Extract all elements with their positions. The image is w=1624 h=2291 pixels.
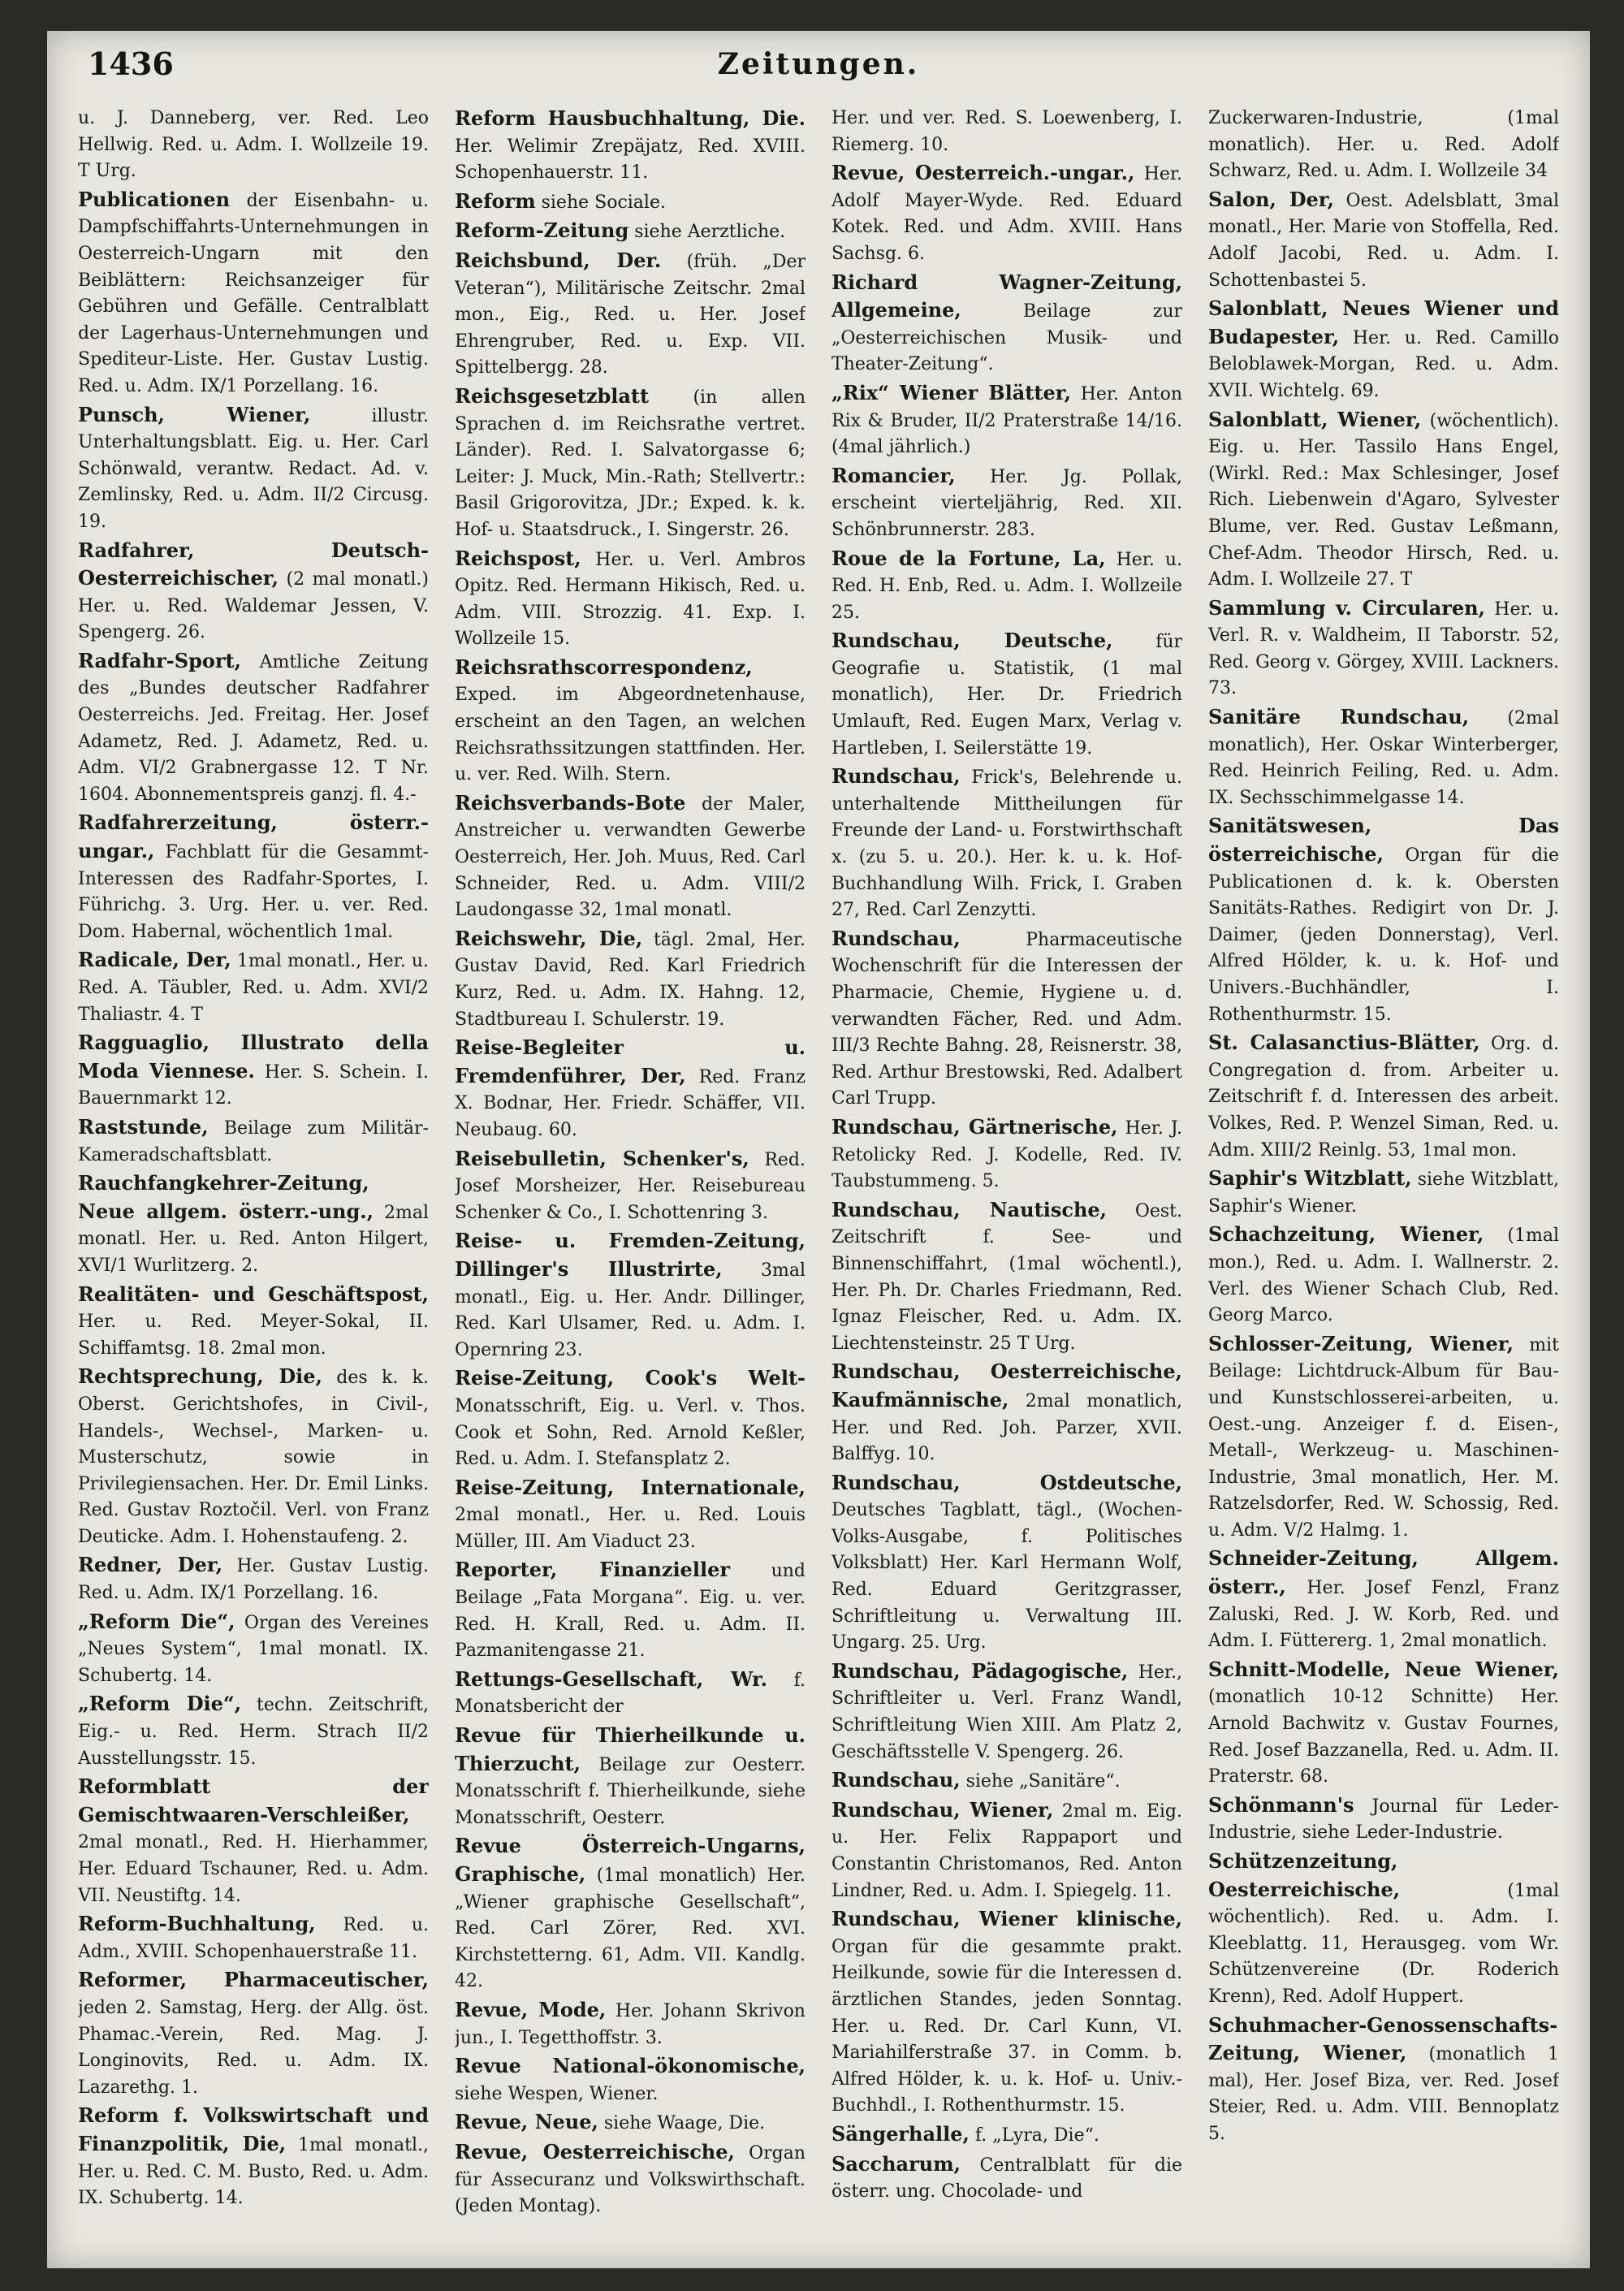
entry-title: Romancier, [831, 463, 956, 487]
directory-entry [455, 188, 806, 217]
directory-entry [455, 2109, 806, 2138]
entry-text: Oest. Adelsblatt, 3mal monatl., Her. Marie von Stoffella, Red. Adolf Jacobi, Red. u. Adm. I. Schottenbastei 5. [1208, 190, 1559, 291]
entry-text: Her. J. Retolicky Red. J. Kodelle, Red. IV. Taubstummeng. 5. [831, 1117, 1182, 1192]
entry-text: der Eisenbahn- u. Dampfschiffahrts-Unternehmungen in Oesterreich-Ungarn mit den Beiblättern: Reichsanzeiger für Gebühren und Gefälle. Centralblatt der Lagerhaus-Unternehmungen und Spediteur-Liste. Her. Gustav Lustig. Red. u. Adm. IX/1 Porzellang. 16. [78, 190, 429, 396]
entry-text: Her. u. Red. H. Enb, Red. u. Adm. I. Wollzeile 25. [831, 549, 1182, 623]
entry-title: Revue, Mode, [455, 1997, 607, 2021]
entry-text: Organ des Vereines „Neues System“, 1mal monatl. IX. Schubertg. 14. [78, 1612, 429, 1686]
directory-entry [78, 106, 429, 185]
directory-entry [455, 1146, 806, 1227]
entry-title: Redner, Der, [78, 1553, 223, 1577]
directory-entry [455, 218, 806, 246]
entry-title: Rundschau, Deutsche, [831, 629, 1113, 653]
directory-entry [455, 1557, 806, 1664]
entry-title: Reform Hausbuchhaltung, Die. [455, 106, 806, 130]
entry-title: Reporter, Finanzieller [455, 1558, 730, 1582]
entry-text: Her. Jg. Pollak, erscheint vierteljährig, Red. XII. Schönbrunnerstr. 283. [831, 466, 1182, 540]
entry-text: u. J. Danneberg, ver. Red. Leo Hellwig. Red. u. Adm. I. Wollzeile 19. T Urg. [78, 108, 429, 182]
directory-entry [455, 106, 806, 187]
entry-title: Reformblatt der Gemischtwaaren-Verschleißer, [78, 1774, 429, 1826]
entry-text: Journal für Leder-Industrie, siehe Leder-Industrie. [1208, 1796, 1559, 1844]
directory-entry [78, 947, 429, 1028]
page-number: 1436 [88, 45, 174, 82]
entry-text: siehe Aerztliche. [634, 222, 786, 243]
entry-text: Red. Josef Morsheizer, Her. Reisebureau Schenker & Co., I. Schottenring 3. [455, 1149, 806, 1223]
entry-text: Fachblatt für die Gesammt-Interessen des Radfahr-Sportes, I. Führichg. 3. Urg. Her. u. ver. Red. Dom. Habernal, wöchentlich 1mal. [78, 842, 429, 942]
directory-entry [78, 1282, 429, 1363]
entry-title: Reformer, Pharmaceutischer, [78, 1968, 429, 1992]
entry-text: 2mal monatl., Her. u. Red. Louis Müller, III. Am Viaduct 23. [455, 1505, 806, 1552]
entry-title: Raststunde, [78, 1114, 209, 1139]
entry-text: jeden 2. Samstag, Herg. der Allg. öst. Phamac.-Verein, Red. Mag. J. Longinovits, Red. u. Adm. IX. Lazarethg. 1. [78, 1997, 429, 2098]
entry-title: Rechtsprechung, Die, [78, 1364, 322, 1389]
entry-text: Her., Schriftleiter u. Verl. Franz Wandl, Schriftleitung Wien XIII. Am Platz 2, Geschäftsstelle V. Spengerg. 26. [831, 1662, 1182, 1762]
entry-text: der Maler, Anstreicher u. verwandten Gewerbe Oesterreich, Her. Joh. Muus, Red. Carl Schneider, Red. u. Adm. VIII/2 Laudongasse 32, 1mal monatl. [455, 793, 806, 921]
entry-title: Revue National-ökonomische, [455, 2054, 806, 2078]
directory-entry [1208, 595, 1559, 702]
entry-title: Reichsgesetzblatt [455, 383, 650, 408]
entry-title: Roue de la Fortune, La, [831, 546, 1106, 570]
entry-title: Rundschau, Oesterreichische, Kaufmännische, [831, 1359, 1182, 1411]
entry-text: des k. k. Oberst. Gerichtshofes, in Civil-, Handels-, Wechsel-, Marken- u. Musterschutz, sowie in Privilegiensachen. Her. Dr. Emil Links. Red. Gustav Roztočil. Verl. von Franz Deuticke. Adm. I. Hohenstaufeng. 2. [78, 1368, 429, 1547]
entry-text: 2mal monatl., Red. H. Hierhammer, Her. Eduard Tschauner, Red. u. Adm. VII. Neustiftg. 14. [78, 1832, 429, 1906]
entry-title: Realitäten- und Geschäftspost, [78, 1282, 429, 1306]
entry-title: Reform-Buchhaltung, [78, 1912, 316, 1936]
entry-title: Rundschau, Pädagogische, [831, 1658, 1129, 1683]
entry-title: St. Calasanctius-Blätter, [1208, 1031, 1480, 1055]
entry-text: mit Beilage: Lichtdruck-Album für Bau- und Kunstschlosserei-arbeiten, u. Oest.-ung. Anzeiger f. d. Eisen-, Metall-, Werkzeug- u. Maschinen-Industrie, 3mal monatlich, Her. M. Ratzelsdorfer, Red. W. Schossig, Red. u. Adm. V/2 Halmg. 1. [1208, 1334, 1559, 1541]
entry-text: siehe Wespen, Wiener. [455, 2083, 659, 2104]
entry-text: (1mal wöchentlich). Red. u. Adm. I. Kleeblattg. 11, Herausgeg. vom Wr. Schützenvereine (Dr. Roderich Krenn), Red. Adolf Huppert. [1208, 1880, 1559, 2007]
directory-entry [831, 926, 1182, 1113]
entry-title: Radicale, Der, [78, 948, 231, 972]
directory-entry [831, 1114, 1182, 1195]
directory-entry [78, 187, 429, 400]
entry-title: Schachzeitung, Wiener, [1208, 1222, 1484, 1247]
entry-text: Her. Gustav Lustig. Red. u. Adm. IX/1 Porzellang. 16. [78, 1556, 429, 1604]
entry-title: Rettungs-Gesellschaft, Wr. [455, 1666, 767, 1691]
entry-text: Centralblatt für die österr. ung. Chocolade- und [831, 2155, 1182, 2202]
directory-entry [1208, 1030, 1559, 1164]
directory-entry [78, 1170, 429, 1279]
entry-title: Reform [455, 188, 536, 213]
entry-text: siehe Sociale. [541, 192, 666, 213]
directory-entry [455, 1723, 806, 1831]
directory-entry [78, 1030, 429, 1113]
entry-title: Salon, Der, [1208, 187, 1335, 211]
entry-title: Ragguaglio, Illustrato della Moda Viennese. [78, 1031, 429, 1083]
entry-columns [78, 106, 1572, 2258]
directory-entry [78, 648, 429, 809]
section-title: Zeitungen. [717, 47, 920, 81]
directory-entry [1208, 1545, 1559, 1654]
column-4 [1208, 106, 1559, 2258]
entry-title: Reichsbund, Der. [455, 248, 662, 272]
entry-text: tägl. 2mal, Her. Gustav David, Red. Karl Friedrich Kurz, Red. u. Adm. IX. Hahng. 12, Stadtbureau I. Schulerstr. 19. [455, 929, 806, 1030]
directory-entry [78, 2103, 429, 2211]
directory-entry [831, 2121, 1182, 2150]
entry-title: Revue, Oesterreich.-ungar., [831, 161, 1135, 185]
entry-text: Exped. im Abgeordnetenhause, erscheint an den Tagen, an welchen Reichsrathssitzungen stattfinden. Her. u. ver. Red. Wilh. Stern. [455, 685, 806, 785]
page-header [47, 31, 1590, 104]
directory-entry [78, 810, 429, 945]
entry-text: 2mal monatl. Her. u. Red. Anton Hilgert, XVI/1 Wurlitzerg. 2. [78, 1202, 429, 1276]
directory-entry [78, 1552, 429, 1606]
entry-text: Her. Johann Skrivon jun., I. Tegetthoffstr. 3. [455, 2000, 806, 2048]
entry-text: Organ für Assecuranz und Volkswirthschaft. (Jeden Montag). [455, 2142, 806, 2217]
entry-title: Reichsrathscorrespondenz, [455, 655, 753, 679]
directory-entry [831, 1658, 1182, 1766]
entry-text: Her. Anton Rix & Bruder, II/2 Praterstraße 14/16. (4mal jährlich.) [831, 383, 1182, 458]
entry-text: Pharmaceutische Wochenschrift für die Interessen der Pharmacie, Chemie, Hygiene u. d. verwandten Fächer, Red. und Adm. III/3 Rechte Bahng. 28, Reisnerstr. 38, Red. Arthur Brestowski, Red. Adalbert Carl Trupp. [831, 929, 1182, 1109]
directory-entry [455, 1365, 806, 1472]
entry-text: (2 mal monatl.) Her. u. Red. Waldemar Jessen, V. Spengerg. 26. [78, 569, 429, 643]
entry-text: für Geografie u. Statistik, (1 mal monatlich), Her. Dr. Friedrich Umlauft, Red. Eugen Marx, Verlag v. Hartleben, I. Seilerstätte 19. [831, 632, 1182, 759]
entry-text: Beilage zur „Oesterreichischen Musik- und Theater-Zeitung“. [831, 301, 1182, 375]
entry-text: siehe Waage, Die. [603, 2113, 766, 2134]
directory-entry [455, 383, 806, 544]
directory-entry [455, 546, 806, 653]
column-2 [455, 106, 806, 2258]
directory-entry [78, 1967, 429, 2101]
entry-title: Rundschau, Wiener klinische, [831, 1907, 1182, 1931]
entry-title: Revue für Thierheilkunde u. Thierzucht, [455, 1723, 806, 1775]
entry-title: Salonblatt, Wiener, [1208, 407, 1422, 431]
directory-entry [455, 1666, 806, 1721]
entry-text: Her. Welimir Zrepäjatz, Red. XVIII. Schopenhauerstr. 11. [455, 136, 806, 184]
directory-entry [831, 106, 1182, 158]
entry-text: 1mal monatl., Her. u. Red. C. M. Busto, Red. u. Adm. IX. Schubertg. 14. [78, 2134, 429, 2209]
entry-text: Deutsches Tagblatt, tägl., (Wochen-Volks-Ausgabe, f. Politisches Volksblatt) Her. Karl Hermann Wolf, Red. Eduard Geritzgrasser, Schriftleitung u. Verwaltung III. Ungarg. 25. Urg. [831, 1500, 1182, 1653]
entry-text: (1mal mon.), Red. u. Adm. I. Wallnerstr. 2. Verl. des Wiener Schach Club, Red. Georg Marco. [1208, 1225, 1559, 1326]
entry-text: Beilage zur Oesterr. Monatsschrift f. Thierheilkunde, siehe Monatsschrift, Oesterr. [455, 1754, 806, 1828]
entry-text: (in allen Sprachen d. im Reichsrathe vertret. Länder). Red. I. Salvatorgasse 6; Leiter: J. Muck, Min.-Rath; Stellvertr.: Basil Grigorovitza, JDr.; Exped. k. k. Hof- u. Staatsdruck., I. Singerstr. 26. [455, 387, 806, 540]
entry-text: Red. u. Adm., XVIII. Schopenhauerstraße 11. [78, 1915, 429, 1962]
entry-text: Her. u. Verl. Ambros Opitz. Red. Hermann Hikisch, Red. u. Adm. VIII. Strozzig. 41. Exp. I. Wollzeile 15. [455, 549, 806, 650]
entry-text: (2mal monatlich), Her. Oskar Winterberger, Red. Heinrich Feiling, Red. u. Adm. IX. Sechsschimmelgasse 14. [1208, 708, 1559, 808]
directory-entry [1208, 106, 1559, 185]
entry-title: „Reform Die“, [78, 1692, 242, 1716]
column-1 [78, 106, 429, 2258]
directory-entry [455, 1228, 806, 1364]
entry-title: Saccharum, [831, 2151, 961, 2176]
entry-text: und Beilage „Fata Morgana“. Eig. u. ver. Red. H. Krall, Red. u. Adm. II. Pazmanitengasse 21. [455, 1561, 806, 1662]
entry-text: 1mal monatl., Her. u. Red. A. Täubler, Red. u. Adm. XVI/2 Thaliastr. 4. T [78, 951, 429, 1025]
entry-text: Organ für die gesammte prakt. Heilkunde, sowie für die Interessen d. ärztlichen Standes, jeden Sonntag. Her. u. Red. Dr. Carl Kunn, VI. Mariahilferstraße 37. in Comm. b. Alfred Hölder, k. u. k. Hof- u. Univ.-Buchhdl., I. Rothenthurmstr. 15. [831, 1936, 1182, 2116]
entry-title: Revue, Oesterreichische, [455, 2139, 735, 2163]
directory-entry [455, 1035, 806, 1143]
entry-title: Rundschau, [831, 1768, 961, 1792]
entry-title: Reise-Zeitung, Internationale, [455, 1475, 806, 1499]
entry-text: (1mal monatlich) Her. „Wiener graphische Gesellschaft“, Red. Carl Zörer, Red. XVI. Kirchstetterng. 61, Adm. VII. Kandlg. 42. [455, 1865, 806, 1992]
directory-entry [1208, 2012, 1559, 2148]
entry-text: Her. und ver. Red. S. Loewenberg, I. Riemerg. 10. [831, 108, 1182, 155]
entry-title: Schnitt-Modelle, Neue Wiener, [1208, 1657, 1559, 1681]
entry-title: Reichswehr, Die, [455, 926, 643, 950]
entry-title: Radfahrer, Deutsch-Oesterreichischer, [78, 538, 429, 590]
entry-title: Revue, Neue, [455, 2110, 598, 2134]
directory-entry [1208, 1792, 1559, 1847]
entry-title: Sanitäre Rundschau, [1208, 705, 1470, 729]
directory-entry [455, 2139, 806, 2220]
entry-title: Salonblatt, Neues Wiener und Budapester, [1208, 296, 1559, 348]
entry-title: Radfahrerzeitung, österr.-ungar., [78, 810, 429, 863]
entry-title: Rundschau, Nautische, [831, 1197, 1108, 1221]
entry-title: Sammlung v. Circularen, [1208, 595, 1485, 620]
entry-title: „Rix“ Wiener Blätter, [831, 380, 1072, 404]
directory-entry [831, 380, 1182, 461]
entry-title: Reform-Zeitung [455, 218, 629, 243]
entry-text: Her. Josef Fenzl, Franz Zaluski, Red. J. W. Korb, Red. und Adm. I. Füttererg. 1, 2mal monatlich. [1208, 1578, 1559, 1652]
entry-text: Her. u. Red. Camillo Beloblawek-Morgan, Red. u. Adm. XVII. Wichtelg. 69. [1208, 327, 1559, 401]
entry-title: Publicationen [78, 187, 231, 211]
entry-text: Org. d. Congregation d. from. Arbeiter u. Zeitschrift f. d. Interessen des arbeit. Volkes, Red. P. Wenzel Siman, Red. u. Adm. XIII/2 Reinlg. 53, 1mal mon. [1208, 1034, 1559, 1161]
entry-text: (monatlich 1 mal), Her. Josef Biza, ver. Red. Josef Steier, Red. u. Adm. VIII. Bennoplatz 5. [1208, 2044, 1559, 2144]
entry-text: siehe „Sanitäre“. [965, 1771, 1121, 1792]
directory-entry [455, 926, 806, 1033]
directory-entry [455, 1997, 806, 2051]
entry-title: Reise- u. Fremden-Zeitung, Dillinger's Illustrirte, [455, 1229, 806, 1281]
directory-entry [78, 1114, 429, 1169]
entry-title: Reise-Begleiter u. Fremdenführer, Der, [455, 1035, 806, 1087]
entry-text: 3mal monatl., Eig. u. Her. Andr. Dillinger, Red. Karl Ulsamer, Red. u. Adm. I. Opernring 23. [455, 1260, 806, 1360]
entry-text: Her. u. Red. Meyer-Sokal, II. Schiffamtsg. 18. 2mal mon. [78, 1312, 429, 1359]
directory-entry [1208, 1848, 1559, 2011]
entry-title: Punsch, Wiener, [78, 402, 311, 426]
entry-text: Zuckerwaren-Industrie, (1mal monatlich). Her. u. Red. Adolf Schwarz, Red. u. Adm. I. Wollzeile 34 [1208, 108, 1559, 182]
directory-entry [1208, 187, 1559, 294]
directory-entry [831, 2151, 1182, 2206]
entry-title: Richard Wagner-Zeitung, Allgemeine, [831, 270, 1182, 322]
entry-text: Organ für die Publicationen d. k. k. Obersten Sanitäts-Rathes. Redigirt von Dr. J. Daimer, (jeden Donnerstag), Verl. Alfred Hölder, k. u. k. Hof- und Univers.-Buchhändler, I. Rothenthurmstr. 15. [1208, 845, 1559, 1025]
entry-title: Revue Österreich-Ungarns, Graphische, [455, 1834, 806, 1886]
directory-entry [831, 628, 1182, 762]
entry-title: Schuhmacher-Genossenschafts-Zeitung, Wiener, [1208, 2012, 1558, 2065]
directory-entry [78, 1364, 429, 1550]
directory-entry [1208, 1331, 1559, 1545]
entry-title: „Reform Die“, [78, 1609, 235, 1633]
entry-title: Rundschau, Gärtnerische, [831, 1114, 1118, 1139]
directory-entry [455, 1475, 806, 1556]
directory-entry [831, 1906, 1182, 2120]
directory-entry [455, 655, 806, 789]
directory-entry [78, 1911, 429, 1965]
entry-title: Reise-Zeitung, Cook's Welt- [455, 1366, 806, 1390]
entry-title: Radfahr-Sport, [78, 648, 241, 672]
entry-text: techn. Zeitschrift, Eig.- u. Red. Herm. Strach II/2 Ausstellungsstr. 15. [78, 1695, 429, 1769]
newspaper-directory-page [47, 31, 1590, 2268]
directory-entry [78, 1609, 429, 1690]
entry-text: f. „Lyra, Die“. [974, 2125, 1099, 2146]
directory-entry [831, 1197, 1182, 1358]
directory-entry [1208, 1221, 1559, 1329]
entry-text: (monatlich 10-12 Schnitte) Her. Arnold Bachwitz v. Gustav Fournes, Red. Josef Bazzanella, Red. u. Adm. II. Praterstr. 68. [1208, 1687, 1559, 1787]
entry-text: Monatsschrift, Eig. u. Verl. v. Thos. Cook et Sohn, Red. Arnold Keßler, Red. u. Adm. I. Stefansplatz 2. [455, 1395, 806, 1470]
directory-entry [831, 1767, 1182, 1796]
entry-title: Rundschau, Wiener, [831, 1797, 1054, 1822]
entry-title: Schlosser-Zeitung, Wiener, [1208, 1331, 1514, 1355]
directory-entry [831, 546, 1182, 627]
entry-text: Her. u. Verl. R. v. Waldheim, II Taborstr. 52, Red. Georg v. Görgey, XVIII. Lackners. 73. [1208, 599, 1559, 699]
entry-text: (wöchentlich). Eig. u. Her. Tassilo Hans Engel, (Wirkl. Red.: Max Schlesinger, Josef Rich. Liebenwein d'Agaro, Sylvester Blume, ver. Red. Gustav Leßmann, Chef-Adm. Theodor Hirsch, Red. u. Adm. I. Wollzeile 27. T [1208, 410, 1559, 590]
entry-text: Beilage zum Militär-Kameradschaftsblatt. [78, 1117, 429, 1165]
entry-title: Sanitätswesen, Das österreichische, [1208, 814, 1559, 867]
directory-entry [831, 463, 1182, 544]
directory-entry [1208, 1657, 1559, 1791]
entry-text: Amtliche Zeitung des „Bundes deutscher Radfahrer Oesterreichs. Jed. Freitag. Her. Josef Adametz, Red. J. Adametz, Red. u. Adm. VI/2 Grabnergasse 12. T Nr. 1604. Abonnementspreis ganzj. fl. 4.- [78, 651, 429, 805]
directory-entry [1208, 407, 1559, 594]
entry-text: f. Monatsbericht der [455, 1670, 806, 1718]
entry-title: Sängerhalle, [831, 2121, 970, 2146]
directory-entry [831, 270, 1182, 378]
directory-entry [831, 1797, 1182, 1904]
entry-text: illustr. Unterhaltungsblatt. Eig. u. Her. Carl Schönwald, verantw. Redact. Ad. v. Zemlinsky, Red. u. Adm. II/2 Circusg. 19. [78, 405, 429, 532]
entry-text: 2mal m. Eig. u. Her. Felix Rappaport und Constantin Christomanos, Red. Anton Lindner, Red. u. Adm. I. Spiegelg. 11. [831, 1800, 1182, 1901]
entry-title: Reichsverbands-Bote [455, 790, 686, 815]
column-3 [831, 106, 1182, 2258]
entry-title: Schneider-Zeitung, Allgem. österr., [1208, 1546, 1559, 1599]
entry-title: Reisebulletin, Schenker's, [455, 1146, 749, 1170]
directory-entry [831, 1359, 1182, 1468]
entry-text: Her. Adolf Mayer-Wyde. Red. Eduard Kotek. Red. und Adm. XVIII. Hans Sachsg. 6. [831, 164, 1182, 264]
directory-entry [455, 1833, 806, 1995]
directory-entry [831, 763, 1182, 924]
entry-title: Rundschau, [831, 926, 961, 950]
entry-title: Saphir's Witzblatt, [1208, 1166, 1412, 1191]
entry-text: Red. Franz X. Bodnar, Her. Friedr. Schäffer, VII. Neubaug. 60. [455, 1066, 806, 1140]
entry-text: 2mal monatlich, Her. und Red. Joh. Parzer, XVII. Balffyg. 10. [831, 1390, 1182, 1465]
directory-entry [831, 160, 1182, 267]
entry-title: Reform f. Volkswirtschaft und Finanzpolitik, Die, [78, 2103, 429, 2155]
directory-entry [1208, 1165, 1559, 1220]
entry-text: Oest. Zeitschrift f. See- und Binnenschiffahrt, (1mal wöchentl.), Her. Ph. Dr. Charles Friedmann, Red. Ignaz Fleischer, Red. u. Adm. IX. Liechtensteinstr. 25 T Urg. [831, 1200, 1182, 1354]
directory-entry [1208, 704, 1559, 811]
entry-title: Rundschau, Ostdeutsche, [831, 1470, 1182, 1494]
entry-title: Rundschau, [831, 764, 961, 789]
entry-text: Frick's, Belehrende u. unterhaltende Mittheilungen für Freunde der Land- u. Forstwirthschaft x. (zu 5. u. 20.). Her. k. u. k. Hof-Buchhandlung Wilh. Frick, I. Graben 27, Red. Carl Zenzytti. [831, 767, 1182, 921]
directory-entry [1208, 813, 1559, 1028]
directory-entry [78, 538, 429, 646]
entry-title: Rauchfangkehrer-Zeitung, Neue allgem. österr.-ung., [78, 1171, 374, 1223]
entry-title: Reichspost, [455, 546, 581, 570]
entry-text: (früh. „Der Veteran“), Militärische Zeitschr. 2mal mon., Eig., Red. u. Her. Josef Ehrengruber, Red. u. Exp. VII. Spittelbergg. 28. [455, 251, 806, 378]
entry-title: Schönmann's [1208, 1792, 1354, 1817]
directory-entry [455, 790, 806, 924]
entry-text: siehe Witzblatt, Saphir's Wiener. [1208, 1169, 1559, 1217]
directory-entry [455, 2053, 806, 2107]
directory-entry [1208, 296, 1559, 404]
directory-entry [831, 1470, 1182, 1657]
entry-title: Schützenzeitung, Oesterreichische, [1208, 1849, 1401, 1901]
entry-text: Her. S. Schein. I. Bauernmarkt 12. [78, 1061, 429, 1109]
directory-entry [455, 248, 806, 382]
directory-entry [78, 1774, 429, 1909]
directory-entry [78, 1691, 429, 1772]
directory-entry [78, 402, 429, 536]
